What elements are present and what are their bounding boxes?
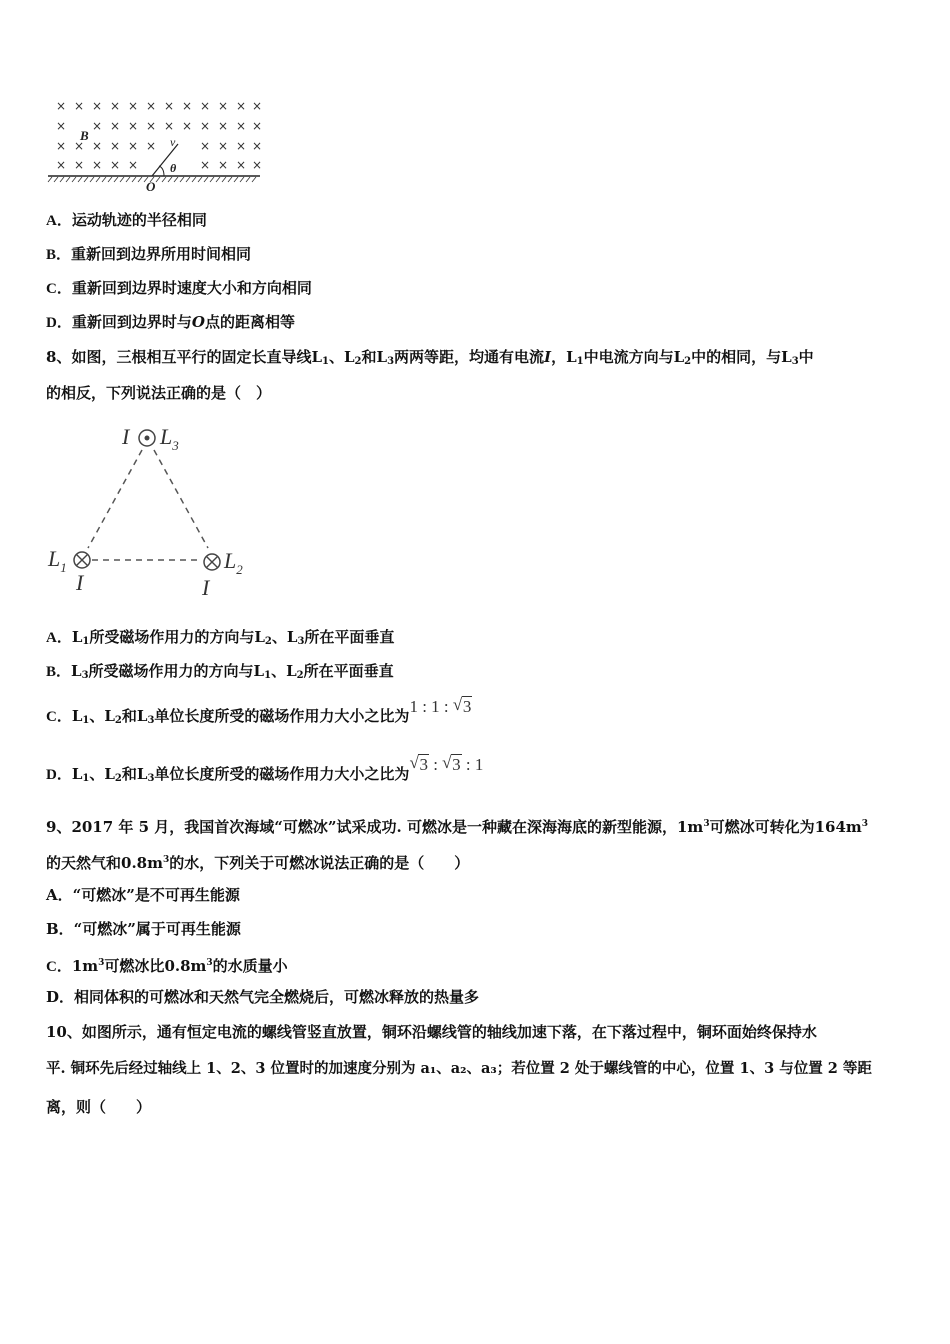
q8-stem-line1: 8、如图，三根相互平行的固定长直导线$L_1$、$L_2$和$L_3$两两等距，均通有电流I，$L_1$中电流方向与$L_2$中的相同，与$L_3$中 bbox=[46, 348, 814, 367]
field-cross: × bbox=[252, 139, 263, 153]
q10-stem-line3: 离，则（ ） bbox=[46, 1098, 152, 1116]
figure-three-wires bbox=[46, 420, 266, 605]
field-cross: × bbox=[236, 158, 247, 172]
field-cross: × bbox=[200, 99, 211, 113]
field-cross: × bbox=[252, 119, 263, 133]
dashed-edge-top-right bbox=[154, 450, 208, 548]
label-v: v bbox=[170, 135, 176, 149]
field-cross: × bbox=[92, 158, 103, 172]
label-L3: $L_3$ bbox=[160, 424, 179, 453]
field-cross: × bbox=[252, 158, 263, 172]
field-cross: × bbox=[110, 158, 121, 172]
wire-L2-into-page-icon bbox=[204, 554, 220, 570]
wire-L3-out-of-page-icon bbox=[139, 430, 155, 446]
field-cross: × bbox=[182, 99, 193, 113]
q8-option-b: B．$L_3$所受磁场作用力的方向与$L_1$、$L_2$所在平面垂直 bbox=[46, 662, 394, 681]
field-cross: × bbox=[252, 99, 263, 113]
field-cross: × bbox=[56, 139, 67, 153]
label-O: O bbox=[146, 179, 156, 194]
sqrt-symbol: √ 3 bbox=[442, 753, 461, 774]
field-cross: × bbox=[236, 119, 247, 133]
ratio-c: 1 : 1 : √ 3 bbox=[409, 697, 472, 716]
field-cross: × bbox=[110, 139, 121, 153]
label-I-top: I bbox=[122, 424, 130, 449]
field-cross: × bbox=[200, 158, 211, 172]
field-cross: × bbox=[56, 99, 67, 113]
sqrt-symbol: √ 3 bbox=[452, 695, 472, 716]
sqrt-symbol: √ 3 bbox=[409, 753, 428, 774]
label-I-right: I bbox=[202, 575, 210, 600]
q10-stem-line1: 10、如图所示，通有恒定电流的螺线管竖直放置，铜环沿螺线管的轴线加速下落，在下落过程中，铜环面始终保持水 bbox=[46, 1023, 817, 1041]
field-cross: × bbox=[218, 139, 229, 153]
field-cross: × bbox=[74, 158, 85, 172]
q7-option-d: D．重新回到边界时与O点的距离相等 bbox=[46, 313, 295, 331]
label-theta: θ bbox=[170, 161, 177, 175]
field-cross: × bbox=[74, 139, 85, 153]
q8-option-d: D．$L_1$、$L_2$和$L_3$单位长度所受的磁场作用力大小之比为 √ 3 : √ 3 : 1 bbox=[46, 758, 483, 795]
field-cross: × bbox=[182, 119, 193, 133]
field-cross: × bbox=[218, 119, 229, 133]
wire-L1-into-page-icon bbox=[74, 552, 90, 568]
q9-option-b: B．“可燃冰”属于可再生能源 bbox=[46, 920, 241, 938]
field-cross: × bbox=[164, 99, 175, 113]
q7-option-b: B．重新回到边界所用时间相同 bbox=[46, 245, 252, 263]
field-cross: × bbox=[146, 99, 157, 113]
q8-stem-line2: 的相反，下列说法正确的是（ ） bbox=[46, 384, 272, 402]
field-cross: × bbox=[92, 119, 103, 133]
figure-magnetic-field bbox=[46, 96, 266, 196]
field-cross: × bbox=[200, 139, 211, 153]
q9-option-a: A．“可燃冰”是不可再生能源 bbox=[46, 886, 240, 904]
label-L2: $L_2$ bbox=[224, 548, 243, 577]
q9-stem-line1: 9、2017 年 5 月，我国首次海域“可燃冰”试采成功. 可燃冰是一种藏在深海海底的新型能源，$1m^3$可燃冰可转化为$164m^3$ bbox=[46, 818, 869, 836]
ratio-d: √ 3 : √ 3 : 1 bbox=[409, 755, 483, 774]
field-cross: × bbox=[128, 139, 139, 153]
field-cross: × bbox=[110, 119, 121, 133]
field-cross: × bbox=[74, 99, 85, 113]
label-L1: $L_1$ bbox=[48, 546, 67, 575]
q10-stem-line2: 平. 铜环先后经过轴线上 1、2、3 位置时的加速度分别为 a₁、a₂、a₃；若位置 2 处于螺线管的中心，位置 1、3 与位置 2 等距 bbox=[46, 1060, 872, 1077]
field-cross: × bbox=[56, 119, 67, 133]
label-I-left: I bbox=[76, 570, 84, 595]
angle-arc bbox=[159, 166, 164, 176]
q9-option-d: D．相同体积的可燃冰和天然气完全燃烧后，可燃冰释放的热量多 bbox=[46, 988, 480, 1006]
q7-option-a: A．运动轨迹的半径相同 bbox=[46, 211, 207, 229]
q9-option-c: C．$1m^3$可燃冰比$0.8m^3$的水质量小 bbox=[46, 957, 288, 975]
field-cross: × bbox=[56, 158, 67, 172]
field-cross: × bbox=[164, 119, 175, 133]
label-B: B bbox=[80, 128, 89, 143]
field-cross: × bbox=[218, 158, 229, 172]
field-cross: × bbox=[146, 139, 157, 153]
field-cross: × bbox=[236, 139, 247, 153]
field-cross: × bbox=[92, 99, 103, 113]
q8-option-c: C．$L_1$、$L_2$和$L_3$单位长度所受的磁场作用力大小之比为1 : 1 : √ 3 bbox=[46, 700, 472, 737]
q9-stem-line2: 的天然气和$0.8m^3$的水，下列关于可燃冰说法正确的是（ ） bbox=[46, 854, 470, 872]
field-cross: × bbox=[128, 158, 139, 172]
field-cross: × bbox=[128, 119, 139, 133]
q8-option-a: A．$L_1$所受磁场作用力的方向与$L_2$、$L_3$所在平面垂直 bbox=[46, 628, 395, 647]
field-cross: × bbox=[218, 99, 229, 113]
dashed-edge-top-left bbox=[88, 450, 142, 548]
field-cross: × bbox=[236, 99, 247, 113]
field-cross: × bbox=[146, 119, 157, 133]
field-cross: × bbox=[110, 99, 121, 113]
q7-option-c: C．重新回到边界时速度大小和方向相同 bbox=[46, 279, 312, 297]
field-cross: × bbox=[200, 119, 211, 133]
field-cross: × bbox=[128, 99, 139, 113]
field-cross: × bbox=[92, 139, 103, 153]
